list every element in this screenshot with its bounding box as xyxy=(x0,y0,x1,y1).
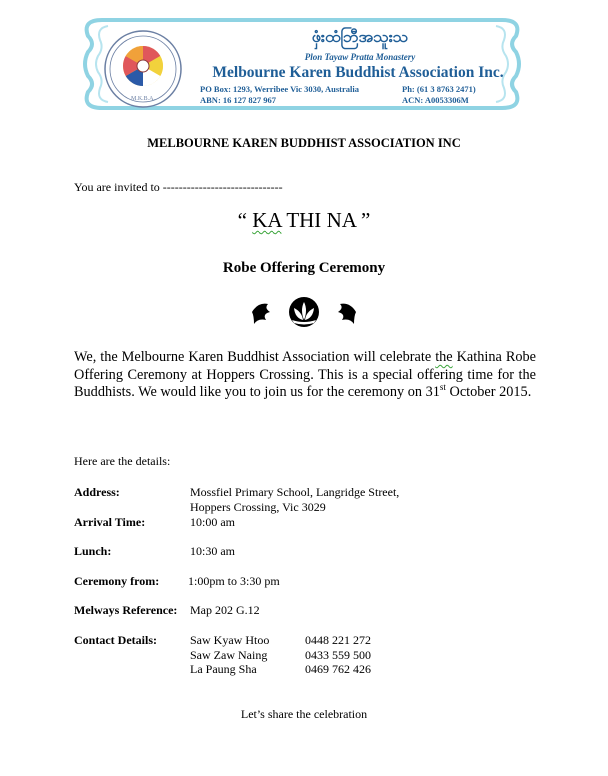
arrival-value: 10:00 am xyxy=(190,515,235,529)
paragraph-the: the xyxy=(435,349,453,365)
ceremony-value: 1:00pm to 3:30 pm xyxy=(188,574,280,588)
seal-text: M.K.B.A. xyxy=(130,96,156,102)
invite-line: You are invited to ------------------------------ xyxy=(74,180,283,194)
letterhead-abn: ABN: 16 127 827 967 xyxy=(200,95,277,105)
contact-phone: 0448 221 272 xyxy=(305,633,371,647)
contact-phone: 0469 762 426 xyxy=(305,662,371,676)
paragraph-part-2: Kathina Robe Offering Ceremony at Hoppers Crossing. This is a special offering time for the Buddhists. We would like you to join us for the ceremony on 31 xyxy=(74,349,536,400)
letterhead-phone: Ph: (61 3 8763 2471) xyxy=(402,84,476,94)
event-title-word-1: KA xyxy=(252,208,282,232)
letterhead-po-box: PO Box: 1293, Werribee Vic 3030, Australia xyxy=(200,84,359,94)
center-lotus-icon xyxy=(289,297,319,327)
letterhead-acn: ACN: A0053306M xyxy=(402,95,469,105)
date-superscript: st xyxy=(439,382,446,393)
lunch-label: Lunch: xyxy=(74,544,112,558)
close-quote: ” xyxy=(361,208,371,232)
event-title-word-2: THI xyxy=(286,208,322,232)
letterhead-burmese-title: ဖှံးထံဘြီအသူးသ xyxy=(311,29,409,46)
paragraph-part-3: October 2015. xyxy=(445,384,532,400)
ceremony-label: Ceremony from: xyxy=(74,574,160,588)
mkba-seal-logo xyxy=(102,28,184,110)
arrival-label: Arrival Time: xyxy=(74,515,146,529)
paragraph-part-1: We, the Melbourne Karen Buddhist Association will celebrate xyxy=(74,349,436,365)
melways-value: Map 202 G.12 xyxy=(190,603,260,617)
invitation-paragraph xyxy=(74,349,536,402)
contact-name: La Paung Sha xyxy=(190,662,257,676)
address-line-2: Hoppers Crossing, Vic 3029 xyxy=(190,500,326,514)
address-line-1: Mossfiel Primary School, Langridge Street, xyxy=(190,485,400,499)
right-leaf-icon xyxy=(338,304,356,324)
lotus-ornament-icon xyxy=(248,296,360,330)
event-subtitle: Robe Offering Ceremony xyxy=(222,260,386,276)
contact-name: Saw Kyaw Htoo xyxy=(190,633,270,647)
open-quote: “ xyxy=(237,208,247,232)
letterhead-org-name: Melbourne Karen Buddhist Association Inc. xyxy=(212,64,504,81)
left-leaf-icon xyxy=(252,304,270,324)
closing-line: Let’s share the celebration xyxy=(240,707,368,721)
contact-name: Saw Zaw Naing xyxy=(190,648,268,662)
event-title-word-3: NA xyxy=(326,208,356,232)
lunch-value: 10:30 am xyxy=(190,544,235,558)
contact-phone: 0433 559 500 xyxy=(305,648,371,662)
contact-label: Contact Details: xyxy=(74,633,157,647)
address-label: Address: xyxy=(74,485,120,499)
document-heading: MELBOURNE KAREN BUDDHIST ASSOCIATION INC xyxy=(147,136,461,150)
letterhead-monastery: Plon Tayaw Pratta Monastery xyxy=(304,52,416,62)
details-intro: Here are the details: xyxy=(74,454,171,468)
event-title xyxy=(0,208,608,233)
melways-label: Melways Reference: xyxy=(74,603,178,617)
